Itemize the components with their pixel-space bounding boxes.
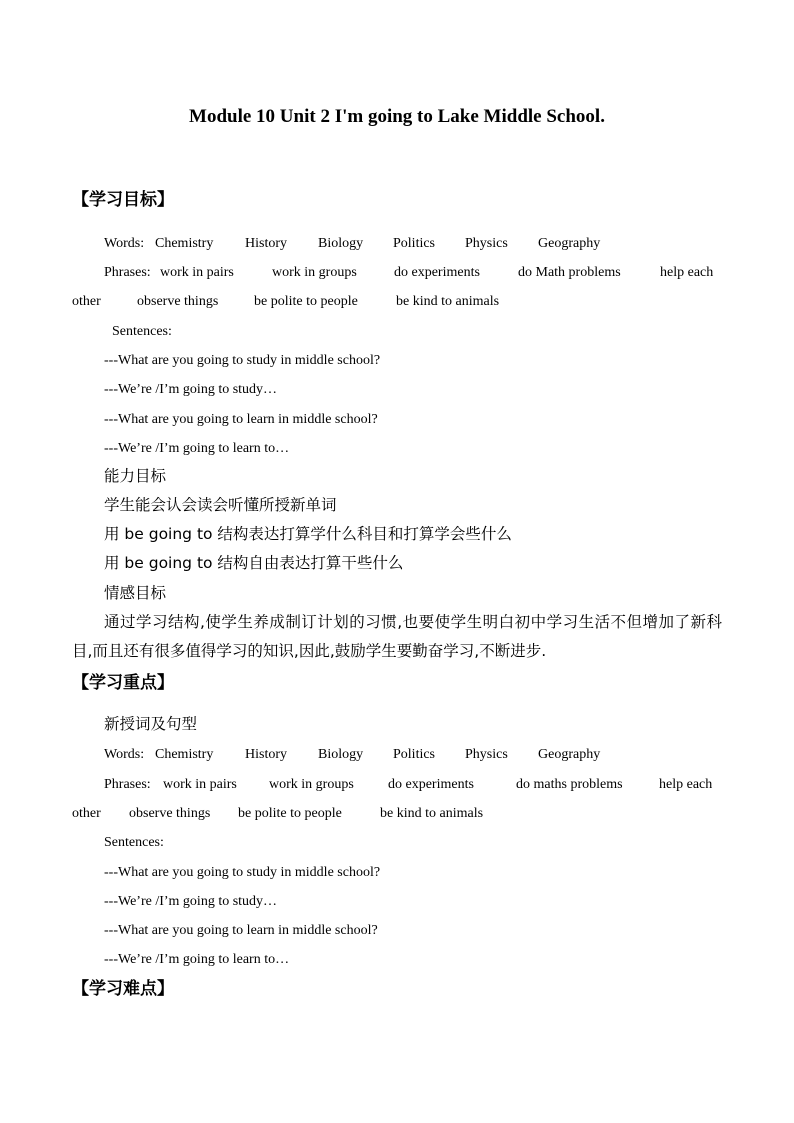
phrase-item: do maths problems [516,777,623,792]
word-item: Geography [538,747,601,762]
word-item: Politics [393,236,436,251]
phrase-item: be kind to animals [396,294,500,309]
phrase-item: observe things [129,806,211,821]
sentence-item: ---What are you going to learn in middle school? [104,923,378,938]
sentence-item: ---What are you going to study in middle school? [104,865,381,880]
phrase-item: work in groups [269,777,354,792]
phrase-item: help each [659,777,713,792]
sentence-item: ---We’re /I’m going to study… [104,894,278,909]
ability-item: 学生能会认会读会听懂所授新单词 [104,496,337,514]
words-label: Words: [104,236,145,251]
ability-item: 用 be going to 结构自由表达打算干些什么 [104,554,404,572]
phrase-item: work in pairs [160,265,234,280]
phrase-item: do Math problems [518,265,621,280]
phrase-item: be kind to animals [380,806,484,821]
sentences-label: Sentences: [112,324,172,339]
phrase-item: other [72,294,101,309]
ability-heading: 能力目标 [104,467,167,485]
word-item: Biology [318,236,364,251]
sentence-item: ---We’re /I’m going to study… [104,382,278,397]
phrases-label: Phrases: [104,265,151,280]
phrase-item: work in pairs [163,777,237,792]
word-item: Physics [465,236,508,251]
word-item: History [245,747,287,762]
sentence-item: ---We’re /I’m going to learn to… [104,441,290,456]
word-item: Chemistry [155,236,214,251]
phrase-item: be polite to people [238,806,342,821]
key-points-intro: 新授词及句型 [104,715,198,733]
phrases-label: Phrases: [104,777,151,792]
section-heading-difficulties: 【学习难点】 [72,979,174,999]
ability-item: 用 be going to 结构表达打算学什么科目和打算学会些什么 [104,525,512,543]
word-item: Politics [393,747,436,762]
sentence-item: ---What are you going to study in middle school? [104,353,381,368]
phrase-item: do experiments [394,265,480,280]
word-item: Biology [318,747,364,762]
sentence-item: ---What are you going to learn in middle school? [104,412,378,427]
phrase-item: observe things [137,294,219,309]
phrase-item: be polite to people [254,294,358,309]
section-heading-objectives: 【学习目标】 [72,190,174,210]
phrase-item: help each [660,265,714,280]
emotion-paragraph: 通过学习结构,使学生养成制订计划的习惯,也要使学生明白初中学习生活不但增加了新科目,而且还有很多值得学习的知识,因此,鼓励学生要勤奋学习,不断进步. [72,613,722,660]
word-item: History [245,236,287,251]
word-item: Physics [465,747,508,762]
document-title: Module 10 Unit 2 I'm going to Lake Middle School. [189,106,605,127]
phrase-item: other [72,806,101,821]
sentence-item: ---We’re /I’m going to learn to… [104,952,290,967]
sentences-label: Sentences: [104,835,164,850]
emotion-heading: 情感目标 [104,584,167,602]
words-label: Words: [104,747,145,762]
phrase-item: work in groups [272,265,357,280]
phrase-item: do experiments [388,777,474,792]
section-heading-key-points: 【学习重点】 [72,673,174,693]
word-item: Geography [538,236,601,251]
word-item: Chemistry [155,747,214,762]
